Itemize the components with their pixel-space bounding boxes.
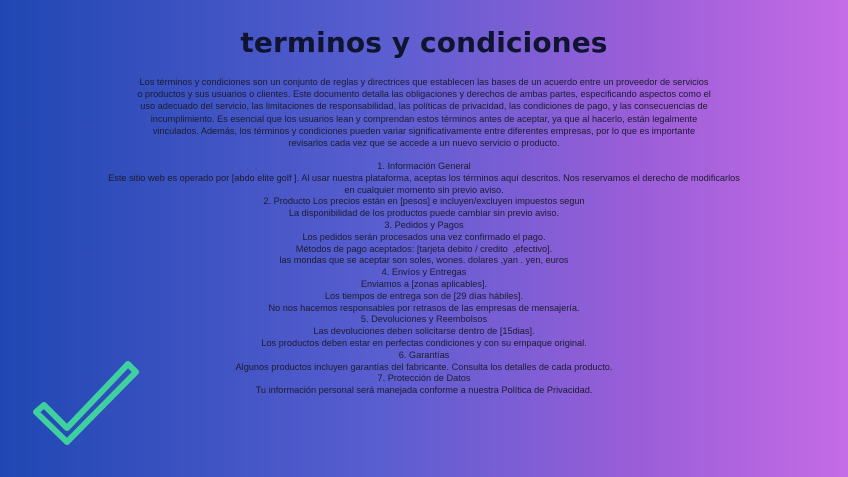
section-text: Algunos productos incluyen garantías del fabricante. Consulta los detalles de cada producto. [235, 361, 613, 372]
section-heading-proteccion-datos: 7. Protección de Datos [377, 373, 471, 384]
section-text: La disponibilidad de los productos puede cambiar sin previo aviso. [288, 208, 560, 219]
section-text: Tu información personal será manejada conforme a nuestra Política de Privacidad. [255, 385, 593, 396]
section-text: Métodos de pago aceptados: [tarjeta debito / credito ,efectivo]. [295, 243, 553, 254]
section-text: Los tiempos de entrega son de [29 días hábiles]. [324, 290, 524, 301]
section-text: Este sitio web es operado por [abdo elite golf ]. Al usar nuestra plataforma, aceptas los términos aquí descritos. Nos reservamos el derecho de modificarlos en cualquier momento sin previo aviso. [108, 172, 743, 195]
section-heading-devoluciones: 5. Devoluciones y Reembolsos [360, 314, 488, 325]
section-heading-envios-entregas: 4. Envíos y Entregas [381, 267, 467, 278]
checkmark-icon [32, 350, 142, 450]
intro-paragraph: Los términos y condiciones son un conjunto de reglas y directrices que establecen las bases de un acuerdo entre un proveedor de servicios o productos y sus usuarios o clientes. Este documento detalla las obligaciones y derechos de ambas partes, especificando aspectos como el uso adecuado del servicio, las limitaciones de responsabilidad, las políticas de privacidad, las condiciones de pago, y las consecuencias de incumplimiento. Es esencial que los usuarios lean y comprendan estos términos antes de aceptar, ya que al hacerlo, están legalmente vinculados. Además, los términos y condiciones pueden variar significativamente entre diferentes empresas, por lo que es importante revisarlos cada vez que se accede a un nuevo servicio o producto. [137, 77, 711, 149]
section-heading-producto: 2. Producto Los precios están en [pesos] e incluyen/excluyen impuestos segun [263, 196, 585, 207]
section-heading-garantias: 6. Garantías [398, 349, 450, 360]
section-heading-informacion-general: 1. Información General [377, 161, 471, 171]
terms-sections [108, 161, 743, 397]
section-text: Los productos deben estar en perfectas condiciones y con su empaque original. [261, 337, 587, 348]
checkmark-stroke [36, 364, 136, 442]
section-text: Los pedidos serán procesados una vez confirmado el pago. [302, 231, 546, 242]
section-text: Enviamos a [zonas aplicables]. [360, 278, 488, 289]
section-text: Las devoluciones deben solicitarse dentro de [15dias]. [313, 326, 535, 337]
section-text: No nos hacemos responsables por retrasos de las empresas de mensajería. [268, 302, 580, 313]
section-text: las mondas que se aceptar son soles, wones. dolares ,yan . yen, euros [279, 255, 569, 266]
section-heading-pedidos-pagos: 3. Pedidos y Pagos [384, 219, 464, 230]
page-title: terminos y condiciones [240, 26, 608, 59]
